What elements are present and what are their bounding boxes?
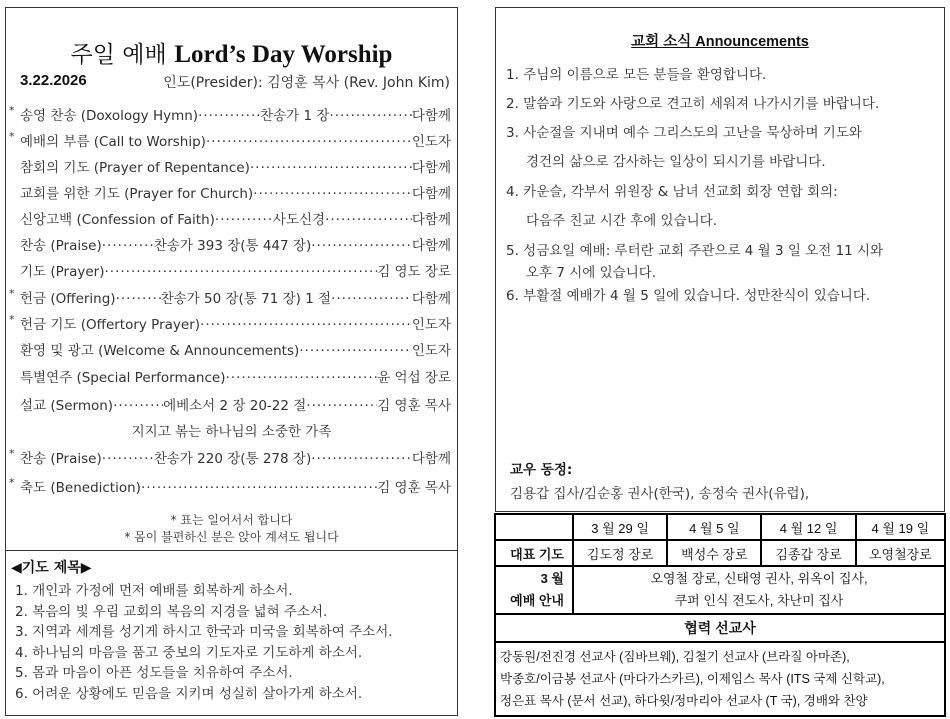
order-item: 환영 및 광고 (Welcome & Announcements) ..... 인도자	[6, 339, 457, 361]
worship-title	[6, 36, 457, 69]
prayer-topic-item: 2. 복음의 빛 우림 교회의 복음의 지경을 넓혀 주소서.	[15, 603, 328, 620]
prayer-topics-list	[15, 581, 455, 704]
announcement-line: 경건의 삶으로 감사하는 일상이 되시기를 바랍니다.	[526, 154, 826, 170]
prayer-leader-cell: 백성수 장로	[667, 540, 761, 566]
prayer-topic-item: 5. 몸과 마음이 아픈 성도들을 치유하여 주소서.	[15, 665, 293, 681]
date-cell: 3 월 29 일	[573, 514, 667, 540]
date-presider-line	[20, 72, 452, 89]
member-news-title: 교우 동정:	[510, 462, 573, 478]
prayer-topic-item: 6. 어려운 상황에도 믿음을 지키며 성실히 살아가게 하소서.	[15, 685, 363, 702]
order-item: 찬송 (Praise) ..... 찬송가 393 장(통 447 장) ..... 다함께	[6, 234, 457, 256]
worship-guide-row	[495, 566, 945, 614]
standing-notes	[6, 512, 457, 546]
standing-star-icon: *	[9, 104, 15, 117]
prayer-topics-section	[6, 550, 457, 715]
order-item: * 축도 (Benediction) ..... 김 영훈 목사	[6, 476, 457, 498]
date-cell: 4 월 19 일	[856, 514, 945, 540]
worship-title-ko: 주일 예배	[70, 42, 167, 68]
worship-section	[6, 8, 457, 550]
order-item: 신앙고백 (Confession of Faith) ..... 사도신경 ..... 다함께	[6, 208, 457, 230]
prayer-topic-item: 1. 개인과 가정에 먼저 예배를 회복하게 하소서.	[15, 583, 293, 599]
date-header-row	[495, 514, 945, 540]
worship-order-panel	[5, 7, 458, 716]
order-item: * 헌금 (Offering) ..... 찬송가 50 장(통 71 장) 1 절 ..... 다함께	[6, 287, 457, 309]
order-item: 참회의 기도 (Prayer of Repentance) ..... 다함께	[6, 156, 457, 178]
missionary-line: 박종호/이금봉 선교사 (마다가스카르), 이제임스 목사 (ITS 국제 신학교),	[500, 672, 885, 686]
announcement-line: 오후 7 시에 있습니다.	[526, 265, 657, 281]
announcements-title: 교회 소식 Announcements	[631, 34, 809, 50]
announcement-line: 5. 성금요일 예배: 루터란 교회 주관으로 4 월 3 일 오전 11 시와	[506, 243, 884, 259]
announcement-line: 4. 카운슬, 각부서 위원장 & 남녀 선교회 회장 연합 회의:	[506, 184, 838, 200]
announcement-line: 1. 주님의 이름으로 모든 분들을 환영합니다.	[506, 67, 767, 83]
sermon-title: 지지고 볶는 하나님의 소중한 가족	[131, 424, 332, 440]
order-item: 설교 (Sermon) ..... 에베소서 2 장 20-22 절 ..... 김 영훈 목사	[6, 394, 457, 416]
announcements-panel	[495, 7, 945, 512]
missionaries-list	[495, 642, 945, 716]
announcement-line: 3. 사순절을 지내며 예수 그리스도의 고난을 묵상하며 기도와	[506, 125, 862, 141]
worship-guide-label: 3 월 예배 안내	[495, 566, 573, 614]
order-item: 특별연주 (Special Performance) ..... 윤 억섭 장로	[6, 366, 457, 388]
order-item: 기도 (Prayer) ..... 김 영도 장로	[6, 260, 457, 282]
prayer-leader-label: 대표 기도	[495, 540, 573, 566]
worship-title-en: Lord’s Day Worship	[174, 41, 393, 68]
order-item: 교회를 위한 기도 (Prayer for Church) ..... 다함께	[6, 182, 457, 204]
service-date: 3.22.2026	[20, 72, 87, 89]
prayer-topics-title: ◀기도 제목▶	[11, 560, 92, 576]
announcement-line: 다음주 친교 시간 후에 있습니다.	[526, 213, 717, 229]
prayer-topic-item: 3. 지역과 세계를 성기게 하시고 한국과 미국을 회복하여 주소서.	[15, 624, 393, 640]
schedule-table	[494, 513, 946, 717]
date-cell: 4 월 5 일	[667, 514, 761, 540]
standing-star-icon: *	[9, 476, 15, 489]
missionary-line: 강동원/전진경 선교사 (짐바브웨), 김철기 선교사 (브라질 아마존),	[500, 650, 850, 664]
standing-star-icon: *	[9, 447, 15, 460]
order-item: * 헌금 기도 (Offertory Prayer) ..... 인도자	[6, 313, 457, 335]
prayer-leader-cell: 김도정 장로	[573, 540, 667, 566]
member-news-text: 김용갑 집사/김순홍 권사(한국), 송정숙 권사(유럽),	[510, 486, 810, 502]
presider: 인도(Presider): 김영훈 목사 (Rev. John Kim)	[163, 75, 450, 91]
note-line: * 몸이 불편하신 분은 앉아 계셔도 됩니다	[124, 530, 339, 544]
prayer-leader-cell: 김종갑 장로	[761, 540, 855, 566]
order-item: * 송영 찬송 (Doxology Hymn) ..... 찬송가 1 장 ..... 다함께	[6, 104, 457, 126]
standing-star-icon: *	[9, 130, 15, 143]
order-item: * 예배의 부름 (Call to Worship) ..... 인도자	[6, 130, 457, 152]
standing-star-icon: *	[9, 313, 15, 326]
missionary-line: 정은표 목사 (문서 선교), 하다윗/정마리아 선교사 (T 국), 경배와 찬양	[500, 694, 868, 708]
announcement-line: 2. 말씀과 기도와 사랑으로 견고히 세워져 나가시기를 바랍니다.	[506, 96, 880, 112]
announcement-line: 6. 부활절 예배가 4 월 5 일에 있습니다. 성만찬식이 있습니다.	[506, 288, 871, 304]
worship-guide-names: 오영철 장로, 신태영 권사, 위옥이 집사, 쿠퍼 인식 전도사, 차난미 집사	[573, 566, 945, 614]
standing-star-icon: *	[9, 287, 15, 300]
missionaries-title-row	[495, 614, 945, 642]
prayer-topic-item: 4. 하나님의 마음을 품고 중보의 기도자로 기도하게 하소서.	[15, 644, 363, 661]
prayer-leader-row	[495, 540, 945, 566]
missionaries-row	[495, 642, 945, 716]
date-cell: 4 월 12 일	[761, 514, 855, 540]
order-item: * 찬송 (Praise) ..... 찬송가 220 장(통 278 장) ..... 다함께	[6, 447, 457, 469]
empty-corner-cell	[495, 514, 573, 540]
missionaries-title: 협력 선교사	[495, 614, 945, 642]
note-line: * 표는 일어서서 합니다	[170, 513, 293, 527]
prayer-leader-cell: 오영철장로	[856, 540, 945, 566]
